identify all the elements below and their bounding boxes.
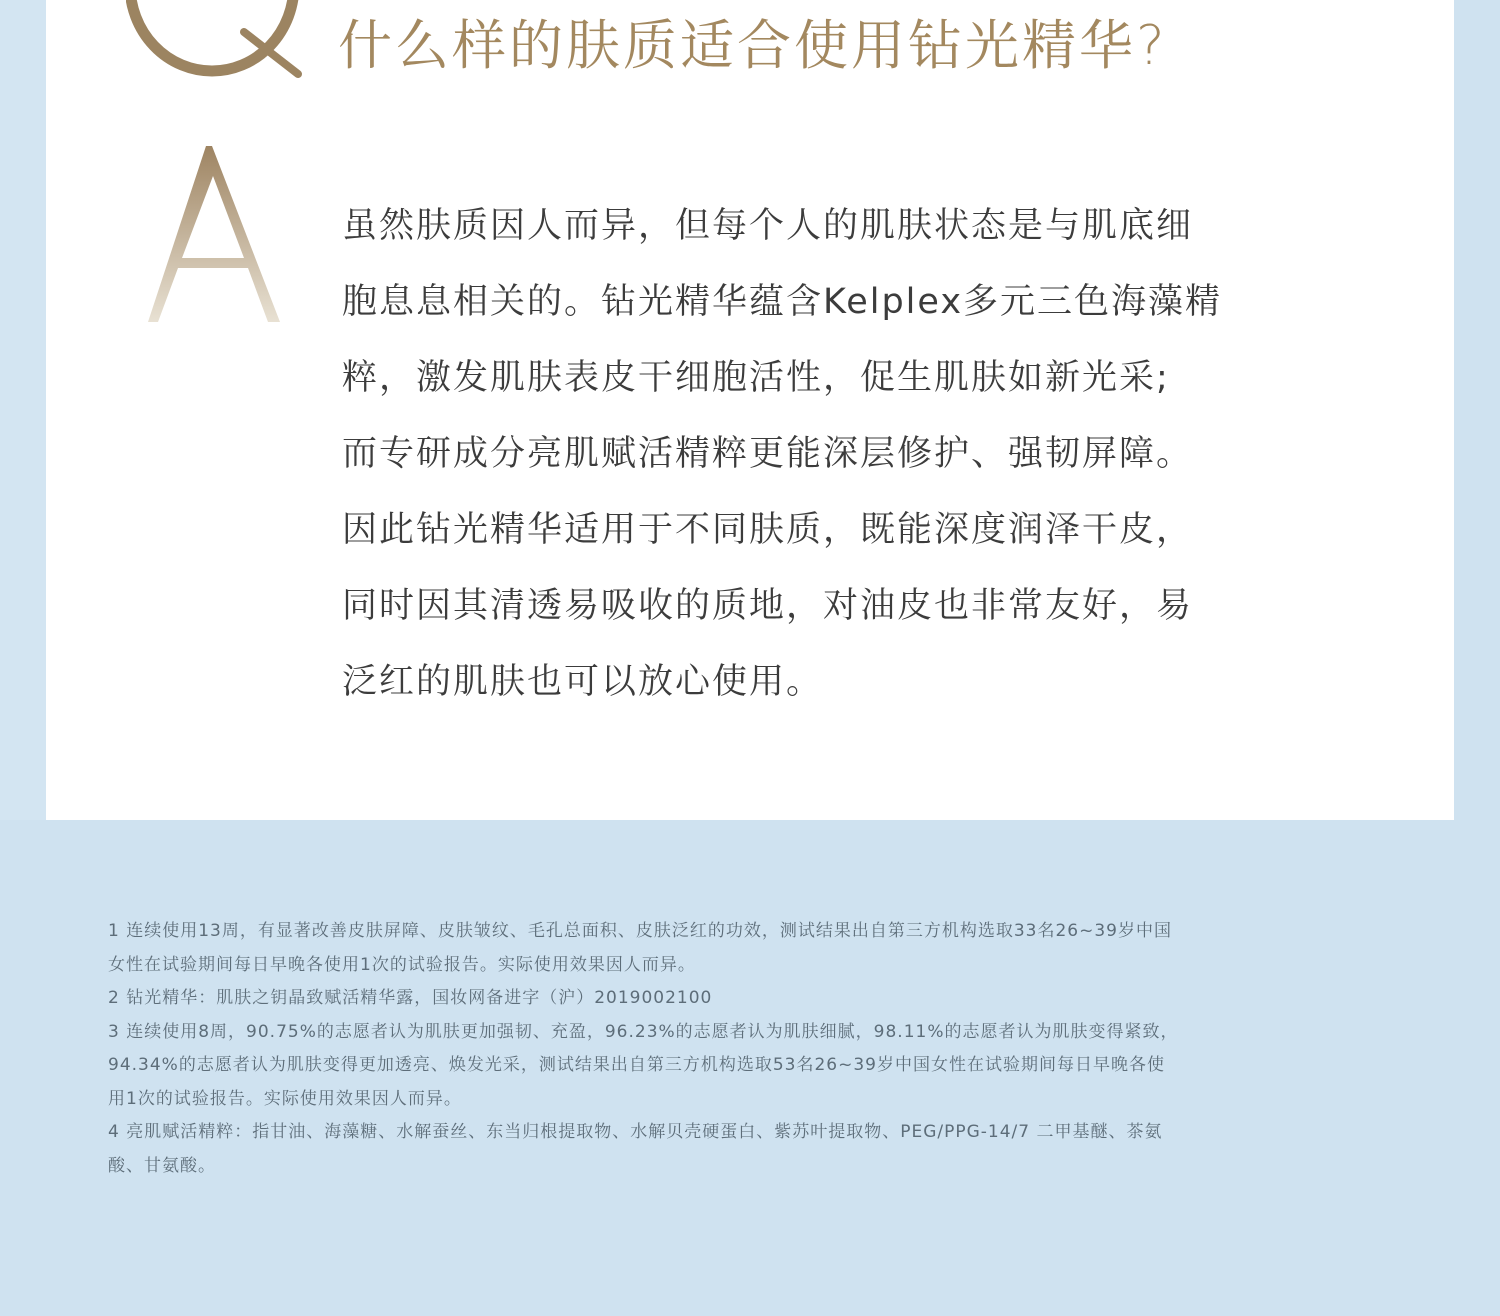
letter-a-icon bbox=[144, 146, 284, 322]
footnote-line: 酸、甘氨酸。 bbox=[108, 1155, 216, 1176]
question-title: 什么样的肤质适合使用钻光精华? bbox=[338, 14, 1168, 77]
footnote-line: 4 亮肌赋活精粹：指甘油、海藻糖、水解蚕丝、东当归根提取物、水解贝壳硬蛋白、紫苏叶提取物、PEG/PPG-14/7 二甲基醚、茶氨 bbox=[108, 1122, 1163, 1142]
answer-line: 虽然肤质因人而异，但每个人的肌肤状态是与肌底细 bbox=[342, 206, 1194, 246]
footnotes bbox=[108, 915, 1408, 1183]
footnote-4 bbox=[108, 1116, 1408, 1183]
left-edge-strip bbox=[0, 0, 46, 820]
letter-q-icon bbox=[126, 0, 306, 80]
footnote-line: 女性在试验期间每日早晚各使用1次的试验报告。实际使用效果因人而异。 bbox=[108, 954, 696, 975]
footnote-line: 2 钻光精华：肌肤之钥晶致赋活精华露，国妆网备进字（沪）2019002100 bbox=[108, 988, 713, 1008]
footnote-line: 1 连续使用13周，有显著改善皮肤屏障、皮肤皱纹、毛孔总面积、皮肤泛红的功效，测试结果出自第三方机构选取33名26~39岁中国 bbox=[108, 921, 1172, 941]
footnote-1 bbox=[108, 915, 1408, 982]
footnote-line: 3 连续使用8周，90.75%的志愿者认为肌肤更加强韧、充盈，96.23%的志愿者认为肌肤细腻，98.11%的志愿者认为肌肤变得紧致， bbox=[108, 1021, 1179, 1042]
footnote-line: 94.34%的志愿者认为肌肤变得更加透亮、焕发光采，测试结果出自第三方机构选取53名26~39岁中国女性在试验期间每日早晚各使 bbox=[108, 1055, 1165, 1075]
qa-card bbox=[46, 0, 1454, 820]
answer-line: 粹，激发肌肤表皮干细胞活性，促生肌肤如新光采; bbox=[342, 358, 1170, 398]
answer-line: 胞息息相关的。钻光精华蕴含Kelplex多元三色海藻精 bbox=[342, 282, 1223, 322]
footnote-2 bbox=[108, 982, 1408, 1016]
answer-line: 而专研成分亮肌赋活精粹更能深层修护、强韧屏障。 bbox=[342, 434, 1194, 474]
footnote-3 bbox=[108, 1016, 1408, 1117]
answer-line: 同时因其清透易吸收的质地，对油皮也非常友好，易 bbox=[342, 586, 1194, 626]
answer-line: 因此钻光精华适用于不同肤质，既能深度润泽干皮， bbox=[342, 510, 1194, 550]
answer-line: 泛红的肌肤也可以放心使用。 bbox=[342, 662, 824, 702]
footnote-line: 用1次的试验报告。实际使用效果因人而异。 bbox=[108, 1088, 462, 1109]
answer-paragraph bbox=[342, 188, 1402, 720]
